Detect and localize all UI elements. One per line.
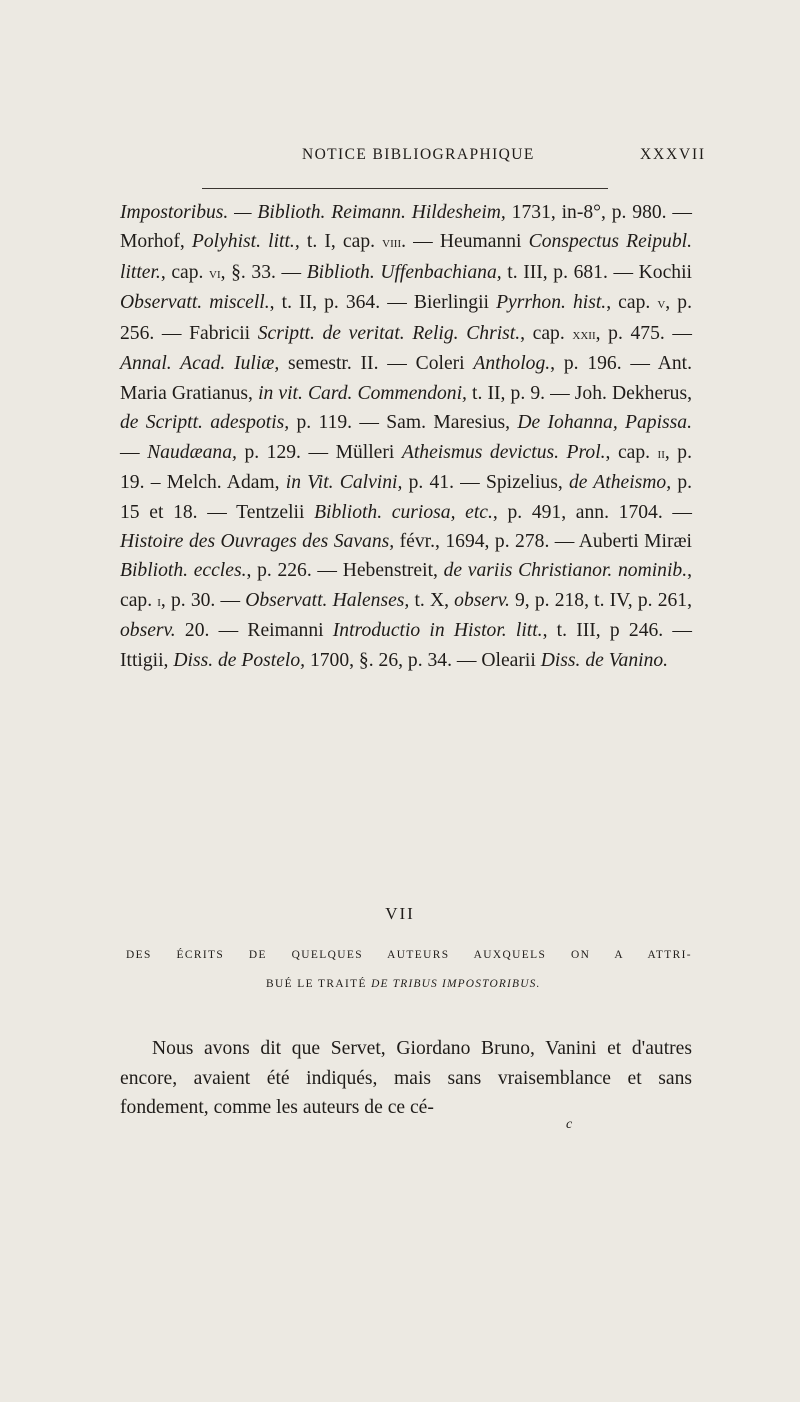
citation-title: Biblioth. curiosa, etc. xyxy=(314,501,493,523)
section-heading-italic-title: DE TRIBUS IMPOSTORIBUS. xyxy=(371,978,541,990)
citation-title: in vit. Card. Commendoni, xyxy=(258,382,467,404)
citation-title: Biblioth. Uffenbachiana, xyxy=(306,261,502,283)
citation-text: t. III, p. 681. — Kochii xyxy=(501,261,692,283)
citation-title: de Atheismo, xyxy=(568,472,672,494)
citation-text: xxii xyxy=(572,325,596,343)
citation-text: , t. II, p. 364. — Bierlingii xyxy=(269,292,497,314)
citation-title: Polyhist. litt., xyxy=(191,231,300,253)
page-number: XXXVII xyxy=(640,146,706,163)
citation-title: Biblioth. eccles. xyxy=(120,560,247,582)
citation-text: , p. 19. – Melch. Adam, xyxy=(120,441,692,494)
citation-title: Antholog. xyxy=(473,353,551,375)
citation-title: Observatt. Halenses, xyxy=(245,589,410,611)
citation-title: Diss. de Postelo, xyxy=(173,649,306,671)
citation-text: 1731, in-8°, p. 980. — Morhof, xyxy=(120,202,693,253)
citation-title: Scriptt. de veritat. Relig. Christ. xyxy=(257,322,521,344)
signature-mark: c xyxy=(566,1117,573,1132)
citation-text: semestr. II. — Coleri xyxy=(279,353,474,375)
citation-text: p. 129. — Mülleri xyxy=(236,441,402,463)
citation-text: , §. 33. — xyxy=(220,261,307,283)
citation-text: , p. 30. — xyxy=(160,589,246,611)
citation-title: Conspectus Reipubl. litter. xyxy=(120,231,692,283)
citation-text: , cap. xyxy=(605,441,658,463)
citation-title: observ. xyxy=(454,589,510,611)
citation-title: Observatt. miscell. xyxy=(120,292,270,314)
citation-text: p. 119. — Sam. Maresius, xyxy=(289,412,518,434)
section-number: VII xyxy=(385,904,415,923)
running-header xyxy=(240,146,740,170)
body-paragraph: Nous avons dit que Servet, Giordano Bruno, Vanini et d'autres encore, avaient été indiqués, mais sans vraisemblance et sans fondement, comme les auteurs de ce cé- xyxy=(120,1038,692,1118)
citation-text: , cap. xyxy=(520,322,573,344)
citation-text: t. II, p. 9. — Joh. Dekherus, xyxy=(466,382,692,404)
citation-text: , cap. xyxy=(120,560,693,611)
citation-title: in Vit. Calvini, xyxy=(285,472,403,494)
citation-text: , p. 475. — xyxy=(595,322,692,344)
citation-text: , p. 196. — Ant. Maria Gratianus, xyxy=(120,353,692,404)
citation-title: de Scriptt. adespotis, xyxy=(120,412,290,434)
running-title: NOTICE BIBLIOGRAPHIQUE xyxy=(302,146,535,163)
citation-title: observ. xyxy=(120,620,176,642)
citation-text: vi xyxy=(209,264,221,282)
citation-text: viii xyxy=(382,234,402,252)
citation-text: , t. III, p 246. — Ittigii, xyxy=(120,620,692,671)
citation-text: , p. 226. — Hebenstreit, xyxy=(246,560,444,582)
citation-text: i xyxy=(157,592,161,610)
citation-text: t. I, cap. xyxy=(299,231,383,253)
citation-title: Diss. de Vanino. xyxy=(540,649,669,671)
citation-text: févr., 1694, p. 278. — Auberti Miræi xyxy=(394,530,692,552)
citation-text: p. 41. — Spizelius, xyxy=(402,472,569,494)
citation-text: , p. 256. — Fabricii xyxy=(120,292,692,344)
citation-text: , cap. xyxy=(160,261,210,283)
citation-title: de variis Christianor. nominib. xyxy=(443,560,688,582)
body-text xyxy=(120,1034,692,1123)
citation-text: 1700, §. 26, p. 34. — Olearii xyxy=(305,649,541,671)
citation-text: — xyxy=(120,441,148,463)
bibliography-paragraph xyxy=(120,198,692,675)
citation-title: Impostoribus. — Biblioth. Reimann. Hildesheim, xyxy=(120,202,506,223)
citation-text: . — Heumanni xyxy=(401,231,529,253)
citation-text: v xyxy=(657,295,666,313)
section-heading xyxy=(126,941,692,999)
citation-text: 9, p. 218, t. IV, p. 261, xyxy=(509,589,692,611)
citation-text: t. X, xyxy=(409,589,455,611)
header-rule xyxy=(202,188,608,189)
citation-title: De Iohanna, Papissa. xyxy=(517,412,692,434)
citation-title: Histoire des Ouvrages des Savans, xyxy=(120,530,395,552)
bibliography-list xyxy=(120,198,692,675)
citation-text: ii xyxy=(657,444,665,462)
citation-title: Pyrrhon. hist. xyxy=(496,292,607,314)
citation-text: , cap. xyxy=(606,292,658,314)
section-heading-line2 xyxy=(126,970,692,999)
citation-title: Naudæana, xyxy=(147,441,237,463)
citation-text: 20. — Reimanni xyxy=(175,620,333,642)
citation-title: Annal. Acad. Iuliæ, xyxy=(120,353,280,375)
section-heading-line1: DES ÉCRITS DE QUELQUES AUTEURS AUXQUELS ON A ATTRI- xyxy=(126,949,692,961)
section-heading-plain: BUÉ LE TRAITÉ xyxy=(266,978,372,990)
citation-text: p. 15 et 18. — Tentzelii xyxy=(120,472,693,523)
citation-title: Introductio in Histor. litt. xyxy=(332,620,543,642)
citation-title: Atheismus devictus. Prol. xyxy=(401,441,606,463)
citation-text: , p. 491, ann. 1704. — xyxy=(492,501,692,523)
